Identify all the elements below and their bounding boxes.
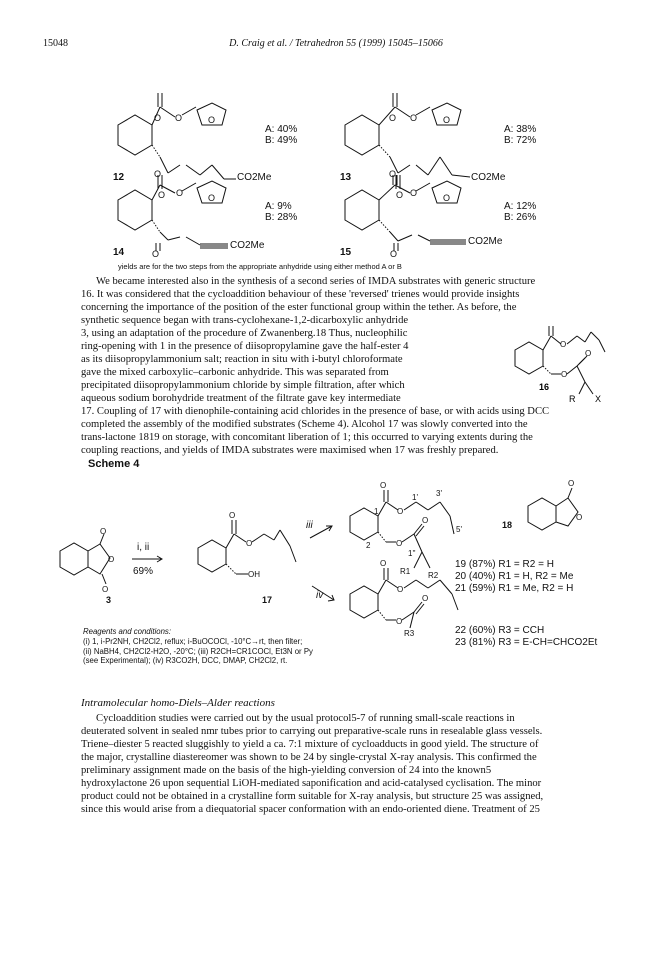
paragraph-16-wrapped: [81, 314, 501, 405]
svg-text:O: O: [396, 190, 404, 200]
condition-line: (ii) NaBH4, CH2Cl2-H2O, -20°C; (iii) R2CH=CR1COCl, Et3N or Py: [83, 646, 313, 656]
svg-text:O: O: [410, 113, 418, 123]
svg-text:O: O: [422, 594, 429, 603]
compound-14-structure: [118, 175, 228, 251]
svg-text:O: O: [229, 511, 236, 520]
para1-line: ring-opening with 1 in the presence of diisopropylamine gave the half-ester 4: [81, 341, 409, 352]
svg-text:O: O: [208, 115, 216, 125]
svg-text:O: O: [380, 481, 387, 490]
condition-line: (i) 1, i-Pr2NH, CH2Cl2, reflux; i-BuOCOCl, -10°C→rt, then filter;: [83, 636, 303, 646]
para1-line: completed the assembly of the modified substrates (Scheme 4). Alcohol 17 was slowly converted into the: [81, 419, 528, 430]
para1-line: We became interested also in the synthesis of a second series of IMDA substrates with generic structure: [96, 276, 536, 287]
reagents-conditions: [83, 627, 428, 666]
para2-line: the major, crystalline diastereomer was shown to be 24 by single-crystal X-ray analysis. This confirmed the: [81, 752, 537, 763]
yield-12-a: A: 40%: [265, 124, 298, 135]
svg-text:O: O: [102, 585, 109, 594]
svg-text:O: O: [422, 516, 429, 525]
atom-label-2: 2: [366, 541, 371, 550]
compound-3-structure: [60, 534, 110, 584]
svg-text:O: O: [380, 559, 387, 568]
yield-14-a: A: 9%: [265, 201, 292, 212]
para2-line: product could not be obtained in a crystalline form suitable for X-ray analysis, but structure 25 was assigned,: [81, 791, 544, 802]
para1-line: gave the mixed carboxylic–carbonic anhydride. This was separated from: [81, 367, 389, 378]
compound-13-structure: [345, 93, 470, 189]
svg-text:O: O: [389, 169, 397, 179]
products-19-21: [455, 559, 573, 595]
yield-15-a: A: 12%: [504, 201, 537, 212]
compound-label-13: 13: [340, 172, 352, 183]
svg-text:O: O: [585, 349, 592, 358]
svg-text:O: O: [154, 169, 162, 179]
svg-text:O: O: [396, 539, 403, 548]
svg-text:O: O: [443, 193, 451, 203]
yield-15-b: B: 26%: [504, 212, 537, 223]
ester-label-14: CO2Me: [230, 240, 265, 251]
compound-label-15: 15: [340, 247, 352, 258]
para2-line: deuterated solvent in sealed nmr tubes prior to carrying out preparative-scale runs in resealable glass vessels.: [81, 726, 543, 737]
compound-12-structure: [118, 93, 236, 189]
scheme-4-structures: [50, 476, 610, 636]
para1-line: coupling reactions, and yields of IMDA substrates were maximised when 17 was freshly prepared.: [81, 445, 499, 456]
atom-label-5p: 5': [456, 525, 462, 534]
svg-text:O: O: [397, 507, 404, 516]
svg-text:O: O: [176, 188, 184, 198]
para1-line: trans-lactone 1819 on storage, with concomitant liberation of 1; this occurred to varying extents during the: [81, 432, 533, 443]
page-number: 15048: [43, 38, 68, 49]
product-19: 19 (87%) R1 = R2 = H: [455, 559, 554, 570]
step1-yield: 69%: [133, 566, 154, 577]
svg-text:O: O: [561, 370, 568, 379]
para1-line: 17. Coupling of 17 with dienophile-containing acid chlorides in the presence of base, or with acids using DCC: [81, 406, 550, 417]
svg-text:O: O: [175, 113, 183, 123]
svg-text:O: O: [396, 617, 403, 626]
compound-label-18: 18: [502, 520, 513, 530]
structure-16-label: 16: [539, 382, 550, 392]
scheme-4-title: Scheme 4: [88, 458, 140, 470]
hydroxyl-label: OH: [248, 570, 260, 579]
atom-label-1: 1: [374, 507, 379, 516]
compound-22-23-structure: [350, 568, 458, 628]
yield-14-b: B: 28%: [265, 212, 298, 223]
compound-label-17: 17: [262, 595, 273, 605]
svg-text:O: O: [560, 340, 567, 349]
svg-text:O: O: [108, 555, 115, 564]
ester-label-13: CO2Me: [471, 172, 506, 183]
step1-reagents: i, ii: [137, 542, 150, 553]
svg-text:O: O: [152, 249, 160, 259]
svg-text:O: O: [576, 513, 583, 522]
product-20: 20 (40%) R1 = H, R2 = Me: [455, 571, 574, 582]
svg-text:O: O: [246, 539, 253, 548]
svg-text:O: O: [397, 585, 404, 594]
product-22: 22 (60%) R3 = CCH: [455, 625, 545, 636]
para1-line: aqueous sodium borohydride treatment of the filtrate gave key intermediate: [81, 393, 401, 404]
top-scheme-structures: [0, 85, 672, 270]
conditions-title: Reagents and conditions:: [83, 627, 171, 636]
r2-label: R2: [428, 571, 439, 580]
product-21: 21 (59%) R1 = Me, R2 = H: [455, 583, 574, 594]
para2-line: Triene–diester 5 reacted sluggishly to yield a ca. 7:1 mixture of cycloadducts in good yield. The structure of: [81, 739, 539, 750]
para1-line: synthetic sequence began with trans-cyclohexane-1,2-dicarboxylic anhydride: [81, 315, 409, 326]
compound-label-14: 14: [113, 247, 125, 258]
compound-19-21-structure: [350, 490, 454, 568]
products-22-23: [455, 625, 597, 649]
paragraph-16-end: [81, 405, 596, 457]
para1-line: concerning the importance of the position of the ester functional group within the tether. As before, the: [81, 302, 517, 313]
svg-text:O: O: [158, 190, 166, 200]
para2-line: preliminary assignment made on the basis of the high-yielding conversion of 24 into the known5: [81, 765, 492, 776]
yield-12-b: B: 49%: [265, 135, 298, 146]
compound-label-12: 12: [113, 172, 125, 183]
r1-label: R1: [400, 567, 411, 576]
condition-line: (see Experimental); (iv) R3CO2H, DCC, DMAP, CH2Cl2, rt.: [83, 656, 288, 666]
svg-text:O: O: [154, 113, 162, 123]
yield-13-b: B: 72%: [504, 135, 537, 146]
section-heading: Intramolecular homo-Diels–Alder reactions: [81, 697, 275, 709]
para2-line: Cycloaddition studies were carried out by the usual protocol5-7 of running small-scale reactions in: [96, 713, 515, 724]
atom-label-1p: 1': [412, 493, 418, 502]
svg-text:O: O: [208, 193, 216, 203]
yield-13-a: A: 38%: [504, 124, 537, 135]
structure-16-x: X: [595, 394, 602, 404]
ester-label-15: CO2Me: [468, 236, 503, 247]
compound-label-3: 3: [106, 595, 112, 605]
svg-text:O: O: [568, 479, 575, 488]
structure-16: [505, 322, 610, 412]
para2-line: since this would arise from a diequatorial spacer conformation with an endo-oriented diene. Treatment of 25: [81, 804, 540, 815]
svg-text:O: O: [410, 188, 418, 198]
yield-footnote: yields are for the two steps from the appropriate anhydride using either method A or B: [118, 262, 402, 271]
para1-line: 3, using an adaptation of the procedure of Zwanenberg.18 Thus, nucleophilic: [81, 328, 408, 339]
step-iii-label: iii: [306, 520, 313, 531]
paragraph-cycloaddition: [81, 712, 596, 816]
product-23: 23 (81%) R3 = E-CH=CHCO2Et: [455, 637, 598, 648]
r3-label: R3: [404, 629, 415, 636]
compound-18-structure: [528, 488, 578, 530]
running-title: D. Craig et al. / Tetrahedron 55 (1999) 15045–15066: [229, 38, 443, 49]
compound-15-structure: [345, 175, 466, 251]
para1-line: precipitated diisopropylammonium chloride by simple filtration, after which: [81, 380, 405, 391]
para1-line: 16. It was considered that the cycloaddition behaviour of these 'reversed' trienes would provide insights: [81, 289, 520, 300]
svg-text:O: O: [390, 249, 398, 259]
paragraph-16-intro: [81, 275, 596, 314]
svg-text:O: O: [389, 113, 397, 123]
atom-label-1pp: 1'': [408, 549, 416, 558]
ester-label-12: CO2Me: [237, 172, 272, 183]
svg-text:O: O: [100, 527, 107, 536]
structure-16-r: R: [569, 394, 576, 404]
step-iv-label: iv: [316, 590, 324, 601]
para1-line: as its diisopropylammonium salt; reaction in situ with i-butyl chloroformate: [81, 354, 403, 365]
atom-label-3p: 3': [436, 489, 442, 498]
para2-line: hydroxylactone 26 upon sequential LiOH-mediated saponification and acid-catalysed cyclisation. The minor: [81, 778, 542, 789]
svg-text:O: O: [443, 115, 451, 125]
